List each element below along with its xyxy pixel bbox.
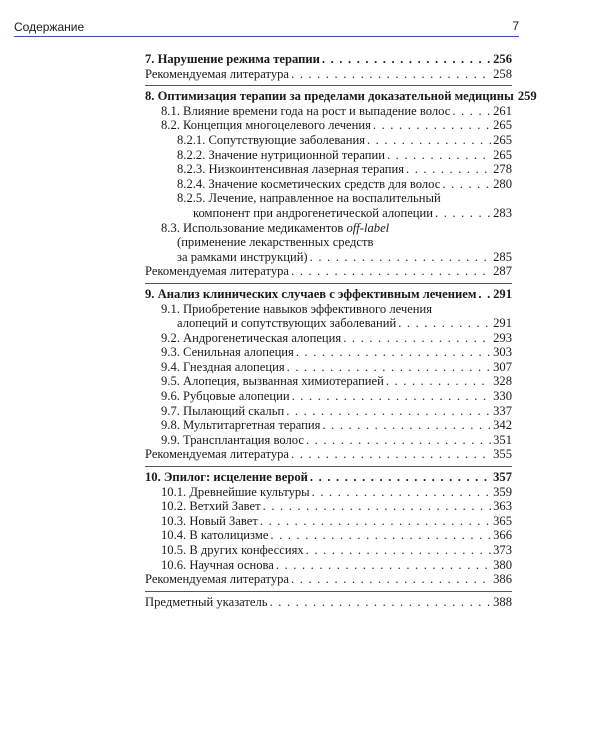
divider <box>145 85 512 86</box>
section-title: Содержание <box>14 20 85 34</box>
toc-entry-8-2-5[interactable]: компонент при андрогенетической алопеции . . . 283 <box>145 206 512 221</box>
toc-entry-9-1-line1[interactable]: 9.1. Приобретение навыков эффективного лечения <box>161 301 433 316</box>
toc-entry-9-4[interactable]: 9.4. Гнездная алопеция . . . 307 <box>145 360 512 375</box>
toc-entry-8-1[interactable]: 8.1. Влияние времени года на рост и выпадение волос . . . 261 <box>145 104 512 119</box>
toc-entry-index[interactable]: Предметный указатель . . . 388 <box>145 595 512 610</box>
toc-entry-9-2[interactable]: 9.2. Андрогенетическая алопеция . . . 293 <box>145 331 512 346</box>
toc-entry-8-2[interactable]: 8.2. Концепция многоцелевого лечения . . . 265 <box>145 118 512 133</box>
toc-entry-10-1[interactable]: 10.1. Древнейшие культуры . . . 359 <box>145 485 512 500</box>
toc-entry-8-3-line2: (применение лекарственных средств <box>177 235 374 250</box>
toc-entry-9-5[interactable]: 9.5. Алопеция, вызванная химиотерапией . . . 328 <box>145 374 512 389</box>
toc-entry-8-3[interactable]: за рамками инструкций) . . . 285 <box>145 250 512 265</box>
divider <box>145 466 512 467</box>
divider <box>145 283 512 284</box>
toc-entry-8-2-3[interactable]: 8.2.3. Низкоинтенсивная лазерная терапия . . . 278 <box>145 162 512 177</box>
toc-entry-10-4[interactable]: 10.4. В католицизме . . . 366 <box>145 528 512 543</box>
table-of-contents <box>145 52 537 609</box>
running-header <box>14 16 519 38</box>
toc-entry-9-3[interactable]: 9.3. Сенильная алопеция . . . 303 <box>145 345 512 360</box>
toc-entry-9-6[interactable]: 9.6. Рубцовые алопеции . . . 330 <box>145 389 512 404</box>
toc-entry-ch7[interactable]: 7. Нарушение режима терапии . . . 256 <box>145 52 512 67</box>
toc-entry-ch8[interactable]: 8. Оптимизация терапии за пределами доказательной медицины 259 <box>145 89 537 104</box>
toc-entry-10-2[interactable]: 10.2. Ветхий Завет . . . 363 <box>145 499 512 514</box>
toc-entry-ch8-literature[interactable]: Рекомендуемая литература . . . 287 <box>145 264 512 279</box>
toc-entry-ch10[interactable]: 10. Эпилог: исцеление верой . . . 357 <box>145 470 512 485</box>
toc-entry-ch10-literature[interactable]: Рекомендуемая литература . . . 386 <box>145 572 512 587</box>
header-rule <box>14 36 519 37</box>
toc-entry-10-6[interactable]: 10.6. Научная основа . . . 380 <box>145 558 512 573</box>
divider <box>145 591 512 592</box>
toc-entry-10-5[interactable]: 10.5. В других конфессиях . . . 373 <box>145 543 512 558</box>
toc-entry-8-2-4[interactable]: 8.2.4. Значение косметических средств для волос . . . 280 <box>145 177 512 192</box>
toc-entry-ch7-literature[interactable]: Рекомендуемая литература . . . 258 <box>145 67 512 82</box>
toc-entry-8-2-1[interactable]: 8.2.1. Сопутствующие заболевания . . . 265 <box>145 133 512 148</box>
toc-entry-10-3[interactable]: 10.3. Новый Завет . . . 365 <box>145 514 512 529</box>
toc-entry-8-2-5-line1[interactable]: 8.2.5. Лечение, направленное на воспалительный <box>177 191 441 206</box>
toc-entry-ch9[interactable]: 9. Анализ клинических случаев с эффективным лечением . . . 291 <box>145 287 512 302</box>
toc-entry-9-1[interactable]: алопеций и сопутствующих заболеваний . . . 291 <box>145 316 512 331</box>
page-number: 7 <box>512 19 519 33</box>
toc-entry-9-8[interactable]: 9.8. Мультитаргетная терапия . . . 342 <box>145 418 512 433</box>
toc-entry-8-3-line1[interactable]: 8.3. Использование медикаментов off-label <box>161 220 390 235</box>
toc-entry-8-2-2[interactable]: 8.2.2. Значение нутриционной терапии . . . 265 <box>145 148 512 163</box>
toc-entry-9-9[interactable]: 9.9. Трансплантация волос . . . 351 <box>145 433 512 448</box>
toc-entry-9-7[interactable]: 9.7. Пылающий скальп . . . 337 <box>145 404 512 419</box>
toc-entry-ch9-literature[interactable]: Рекомендуемая литература . . . 355 <box>145 447 512 462</box>
